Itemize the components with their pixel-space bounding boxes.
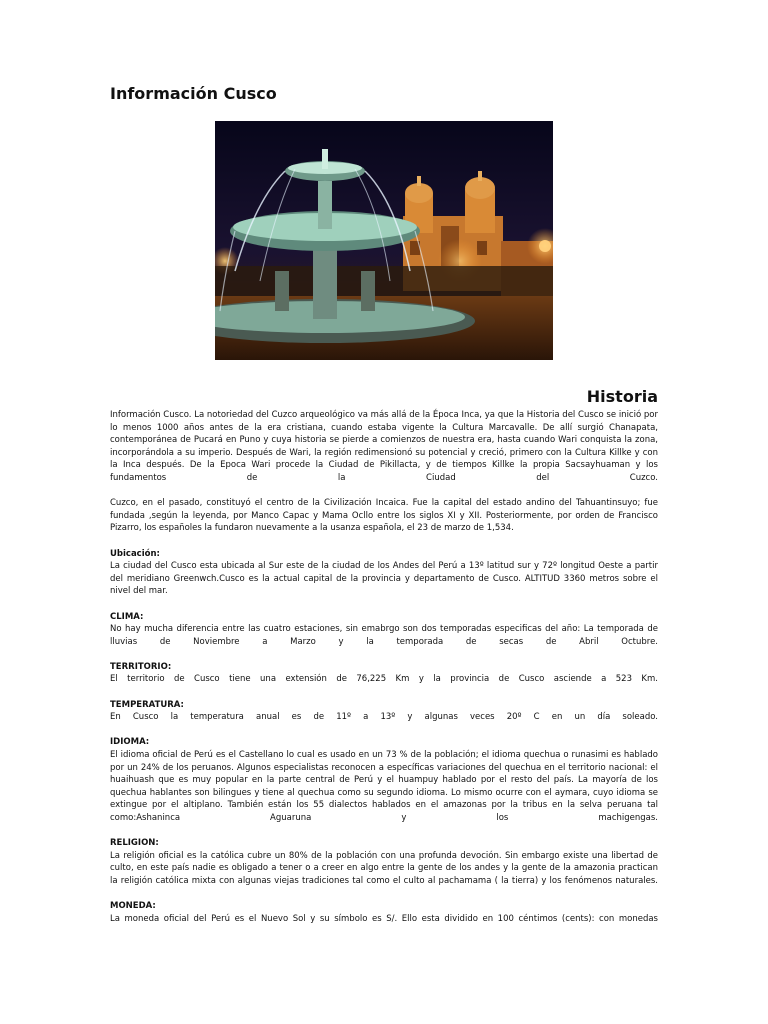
clima-text: No hay mucha diferencia entre las cuatro estaciones, sin emabrgo son dos temporadas especificas del año: La temporada de lluvias de Noviembre a Marzo y la temporada de secas de Abril Octubre.: [110, 624, 658, 647]
religion-section: [110, 837, 658, 887]
idioma-text: El idioma oficial de Perú es el Castellano lo cual es usado en un 73 % de la población; el idioma quechua o runasimi es hablado por un 24% de los peruanos. Algunos especialistas reconocen a específicas variaciones del quechua en el territorio nacional: el huaihuash que es muy popular en la parte central de Perú y el huampuy hablado por el resto del país. La mayoría de los quechua hablantes son bilingues y tiene al quechua como su segundo idioma. Lo mismo ocurre con el aymara, cuyo idioma se extingue por el altiplano. También están los 55 dialectos hablados en el amazonas por la tribus en la selva peruana tal como:Ashaninca Aguaruna y los machigengas.: [110, 750, 658, 823]
clima-section: [110, 611, 658, 649]
idioma-section: [110, 736, 658, 824]
ubicacion-label: Ubicación:: [110, 548, 160, 559]
temperatura-label: TEMPERATURA:: [110, 699, 184, 710]
section-heading-historia: Historia: [586, 387, 658, 406]
article-body: [110, 409, 658, 938]
religion-text: La religión oficial es la católica cubre un 80% de la población con una profunda devoción. Sin embargo existe una libertad de culto, en este país nadie es obligado a tener o a creer en algo entre la gente de los andes y la gente de la amazonia practican la religión católica mixta con algunas viejas tradiciones tal como el culto al pachamama ( la tierra) y los fenómenos naturales.: [110, 850, 658, 886]
territorio-text: El territorio de Cusco tiene una extensión de 76,225 Km y la provincia de Cusco asciende a 523 Km.: [110, 674, 658, 685]
page-title: Información Cusco: [110, 84, 277, 103]
moneda-section: [110, 900, 658, 925]
territorio-section: [110, 661, 658, 686]
historia-paragraph-1: Información Cusco. La notoriedad del Cuzco arqueológico va más allá de la Época Inca, ya que la Historia del Cusco se inició por lo menos 1000 años antes de la era cristiana, cuando estaba vigente la Cultura Marcavalle. De allí surgió Chanapata, contemporánea de Pucará en Puno y cuya historia se pierde a comienzos de nuestra era, hasta cuando Wari conquista la zona, incorporándola a su imperio. Después de Wari, la región redimensionó su potencial y creció, primero con la Cultura Killke y con la Inca después. De la Epoca Wari procede la Ciudad de Pikillacta, y de tiempos Killke la propia Sacsayhuaman y los fundamentos de la Ciudad del Cuzco.: [110, 410, 658, 483]
temperatura-text: En Cusco la temperatura anual es de 11º a 13º y algunas veces 20º C en un día soleado.: [110, 712, 658, 723]
temperatura-section: [110, 699, 658, 724]
moneda-text: La moneda oficial del Perú es el Nuevo Sol y su símbolo es S/. Ello esta dividido en 100 céntimos (cents): con monedas: [110, 913, 658, 924]
cusco-plaza-photo: [215, 121, 553, 360]
territorio-label: TERRITORIO:: [110, 661, 172, 672]
religion-label: RELIGION:: [110, 838, 159, 849]
clima-label: CLIMA:: [110, 611, 144, 622]
ubicacion-text: La ciudad del Cusco esta ubicada al Sur este de la ciudad de los Andes del Perú a 13º latitud sur y 72º longitud Oeste a partir del meridiano Greenwch.Cusco es la actual capital de la provincia y departamento de Cusco. ALTITUD 3360 metros sobre el nivel del mar.: [110, 561, 658, 597]
moneda-label: MONEDA:: [110, 901, 156, 912]
ubicacion-section: [110, 548, 658, 598]
historia-paragraph-2: Cuzco, en el pasado, constituyó el centro de la Civilización Incaica. Fue la capital del estado andino del Tahuantinsuyo; fue fundada ,según la leyenda, por Manco Capac y Mama Ocllo entre los siglos XI y XII. Posteriormente, por orden de Francisco Pizarro, los españoles la fundaron nuevamente a la usanza española, el 23 de marzo de 1,534.: [110, 498, 658, 534]
idioma-label: IDIOMA:: [110, 737, 150, 748]
